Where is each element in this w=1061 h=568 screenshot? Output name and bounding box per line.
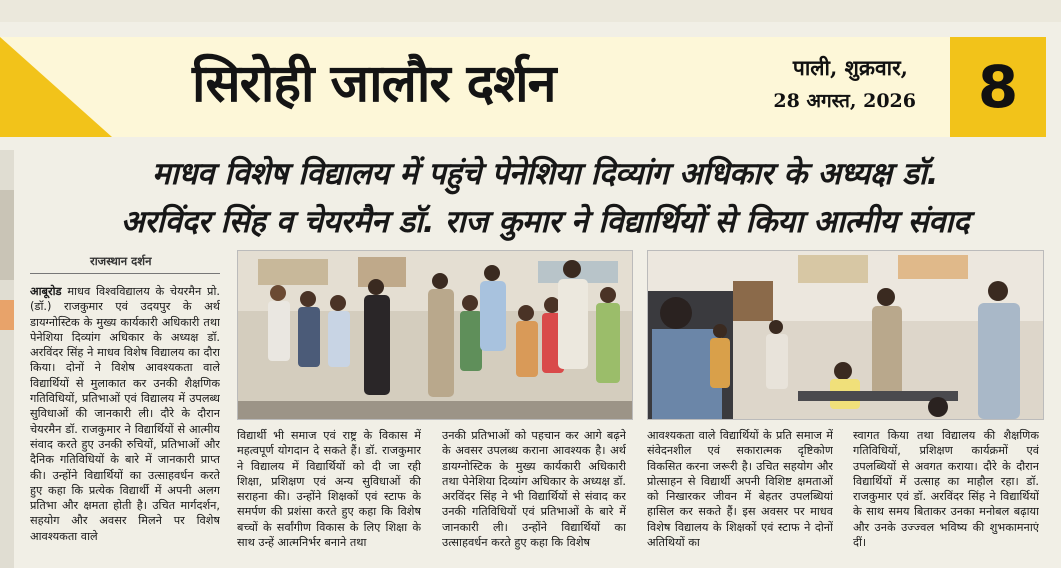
article-column-1: [30, 284, 220, 568]
article-dateline: आबूरोड: [30, 285, 62, 298]
article-column-5: स्वागत किया तथा विद्यालय की शैक्षणिक गतिविधियों, प्रशिक्षण कार्यक्रमों एवं उपलब्धियों से अवगत कराया। दौरे के दौरान विद्यार्थियों में उत्साह का माहौल रहा। डॉ. राजकुमार एवं डॉ. अरविंदर सिंह ने विद्यार्थियों के साथ समय बिताकर उनका मनोबल बढ़ाया और उनके उज्ज्वल भविष्य की शुभकामनाएं दीं।: [853, 429, 1039, 550]
photo-classroom-interaction: [647, 250, 1044, 420]
headline-line-2: अरविंदर सिंह व चेयरमैन डॉ. राज कुमार ने विद्यार्थियों से किया आत्मीय संवाद: [120, 204, 970, 240]
article-column-4: आवश्यकता वाले विद्यार्थियों के प्रति समाज में संवेदनशील एवं सकारात्मक दृष्टिकोण विकसित करना जरूरी है। उचित सहयोग और प्रोत्साहन से विद्यार्थी अपनी विशिष्ट क्षमताओं को निखारकर जीवन में बेहतर उपलब्धियां हासिल कर सकते हैं। इस अवसर पर माधव विशेष विद्यालय के शिक्षकों एवं स्टाफ ने दोनों अतिथियों का: [647, 429, 833, 550]
classroom-photo-illustration: [648, 251, 1043, 419]
column-1-text: माधव विश्वविद्यालय के चेयरमैन प्रो. (डॉ.) राजकुमार एवं उदयपुर के अर्थ डायग्नोस्टिक के मुख्य कार्यकारी अधिकारी तथा पेनेशिया दिव्यांग अधिकार के अध्यक्ष डॉ. अरविंदर सिंह ने माधव विशेष विद्यालय का दौरा किया। दोनों ने विशेष आवश्यकता वाले विद्यार्थियों से मुलाकात कर उनकी शैक्षणिक गतिविधियों, प्रतिभाओं एवं विद्यालय में उपलब्ध सुविधाओं की जानकारी ली। दौरे के दौरान चेयरमैन डॉ. राजकुमार ने विद्यार्थियों से आत्मीय संवाद करते हुए उनकी रुचियों, प्रतिभाओं और दैनिक गतिविधियों के बारे में जानकारी प्राप्त की। उन्होंने विद्यार्थियों का उत्साहवर्धन करते हुए कहा कि प्रत्येक विद्यार्थी में अपनी अलग प्रतिभा और क्षमता होती है। उचित मार्गदर्शन, सहयोग और अवसर मिलने पर विशेष आवश्यकता वाले: [30, 285, 220, 543]
page-number-box: [950, 37, 1046, 137]
article-headline: [40, 150, 1050, 246]
photo-students-group: [237, 250, 633, 420]
adjacent-photo-fragment: [0, 300, 14, 330]
dateline-place-day: पाली, शुक्रवार,: [792, 55, 908, 80]
article-column-3: उनकी प्रतिभाओं को पहचान कर आगे बढ़ने के अवसर उपलब्ध कराना आवश्यक है। अर्थ डायग्नोस्टिक के मुख्य कार्यकारी अधिकारी तथा पेनेशिया दिव्यांग अधिकार के अध्यक्ष डॉ. अरविंदर सिंह ने भी विद्यार्थियों से संवाद कर उनकी गतिविधियों एवं प्रतिभाओं के बारे में जानकारी ली। उन्होंने विद्यार्थियों का उत्साहवर्धन करते हुए कहा कि विशेष: [442, 429, 626, 550]
page-top-margin: [0, 0, 1061, 22]
byline-rule: [30, 273, 220, 274]
dateline-date: 28 अगस्त, 2026: [773, 90, 916, 112]
masthead-yellow-triangle: [0, 37, 112, 137]
newspaper-section-title: सिरोही जालौर दर्शन: [192, 54, 556, 114]
adjacent-photo-fragment: [0, 190, 14, 280]
adjacent-column-strip: [0, 150, 14, 568]
page-number: 8: [977, 53, 1019, 121]
byline: राजस्थान दर्शन: [90, 254, 152, 268]
headline-line-1: माधव विशेष विद्यालय में पहुंचे पेनेशिया दिव्यांग अधिकार के अध्यक्ष डॉ.: [151, 156, 939, 192]
article-column-2: विद्यार्थी भी समाज एवं राष्ट्र के विकास में महत्वपूर्ण योगदान दे सकते हैं। डॉ. राजकुमार ने विद्यालय में विद्यार्थियों को दी जा रही शिक्षा, प्रशिक्षण एवं अन्य सुविधाओं की सराहना की। उन्होंने शिक्षकों एवं स्टाफ के समर्पण की प्रशंसा करते हुए कहा कि विशेष बच्चों के सर्वांगीण विकास के लिए शिक्षा के साथ उन्हें आत्मनिर्भर बनाने तथा: [237, 429, 421, 550]
group-photo-illustration: [238, 251, 632, 419]
